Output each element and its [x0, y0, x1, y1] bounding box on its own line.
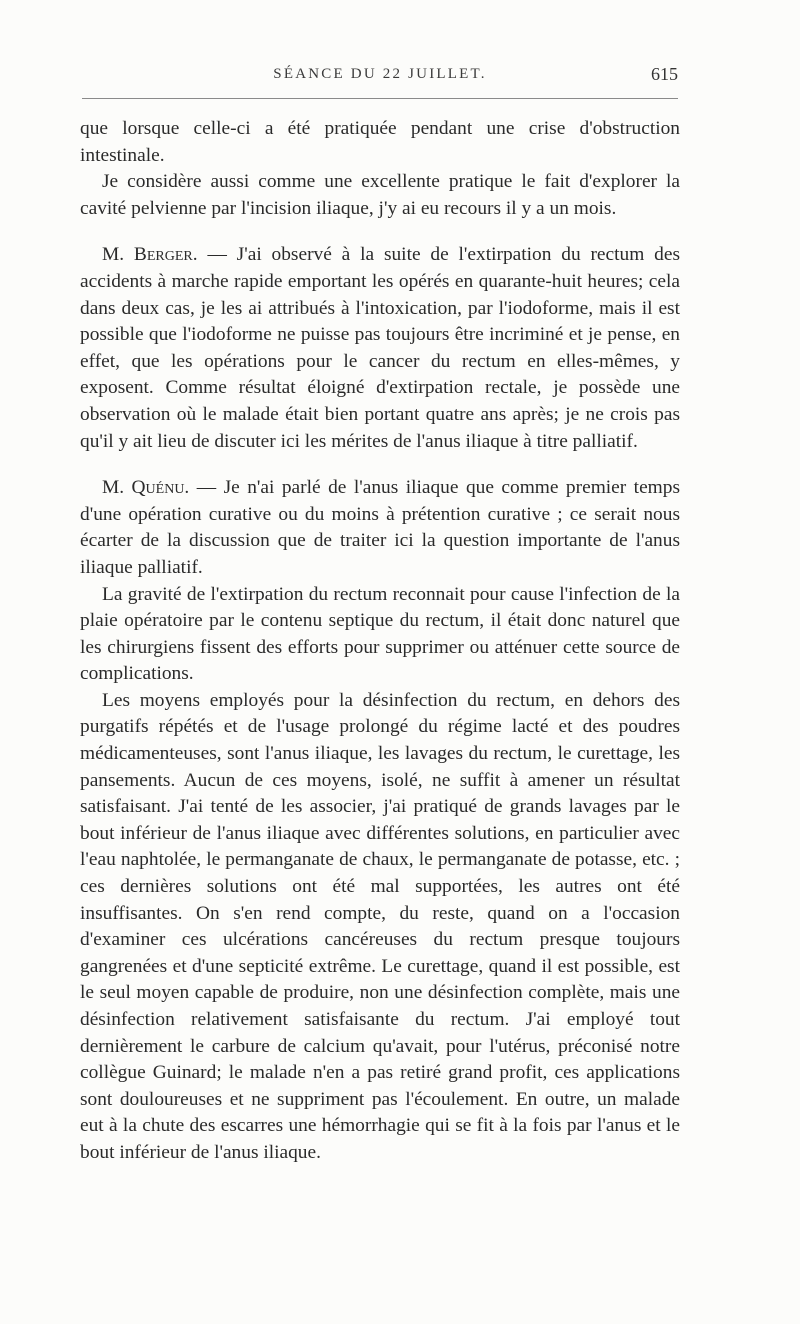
- paragraph-berger: M. Berger. — J'ai observé à la suite de l'extirpation du rectum des accidents à marche rapide emportant les opérés en quarante-huit heures; cela dans deux cas, je les ai attribués à l'intoxication, par l'iodoforme, mais il est possible que l'iodoforme ne puisse pas toujours être incriminé et je pense, en effet, que les opérations pour le cancer du rectum en elles-mêmes, y exposent. Comme résultat éloigné d'extirpation rectale, je possède une observation où le malade était bien portant quatre ans après; je ne crois pas qu'il y ait lieu de discuter ici les mérites de l'anus iliaque à titre palliatif.: [80, 244, 680, 452]
- body-text: [80, 116, 680, 1167]
- paragraph: La gravité de l'extirpation du rectum reconnait pour cause l'infection de la plaie opératoire par le contenu septique du rectum, il était donc naturel que les chirurgiens fissent des efforts pour supprimer ou atténuer cette source de complications.: [80, 583, 680, 685]
- running-title: SÉANCE DU 22 JUILLET.: [273, 66, 487, 82]
- speaker-name: M. Quénu.: [102, 477, 190, 499]
- paragraph-continuation: que lorsque celle-ci a été pratiquée pendant une crise d'obstruction intestinale.: [80, 118, 680, 166]
- header-rule: [82, 98, 678, 99]
- speaker-name: M. Berger.: [102, 244, 198, 266]
- running-header: [82, 64, 678, 92]
- paragraph: Je considère aussi comme une excellente pratique le fait d'explorer la cavité pelvienne par l'incision iliaque, j'y ai eu recours il y a un mois.: [80, 171, 680, 219]
- page-number: 615: [651, 64, 678, 84]
- paragraph: Les moyens employés pour la désinfection du rectum, en dehors des purgatifs répétés et de l'usage prolongé du régime lacté et des poudres médicamenteuses, sont l'anus iliaque, les lavages du rectum, le curettage, les pansements. Aucun de ces moyens, isolé, ne suffit à amener un résultat satisfaisant. J'ai tenté de les associer, j'ai pratiqué de grands lavages par le bout inférieur de l'anus iliaque avec différentes solutions, en particulier avec l'eau naphtolée, le permanganate de chaux, le permanganate de potasse, etc. ; ces dernières solutions ont été mal supportées, les autres ont été insuffisantes. On s'en rend compte, du reste, quand on a l'occasion d'examiner ces ulcérations cancéreuses du rectum presque toujours gangrenées et d'une septicité extrême. Le curettage, quand il est possible, est le seul moyen capable de produire, non une désinfection complète, mais une désinfection relativement satisfaisante du rectum. J'ai employé tout dernièrement le carbure de calcium qu'avait, pour l'utérus, préconisé notre collègue Guinard; le malade n'en a pas retiré grand profit, ces applications sont douloureuses et ne suppriment pas l'écoulement. En outre, un malade eut à la chute des escarres une hémorrhagie qui se fit à la fois par l'anus et le bout inférieur de l'anus iliaque.: [80, 689, 680, 1163]
- paragraph-quenu: M. Quénu. — Je n'ai parlé de l'anus iliaque que comme premier temps d'une opération curative ou du moins à prétention curative ; ce serait nous écarter de la discussion que de traiter ici la question importante de l'anus iliaque palliatif.: [80, 477, 681, 578]
